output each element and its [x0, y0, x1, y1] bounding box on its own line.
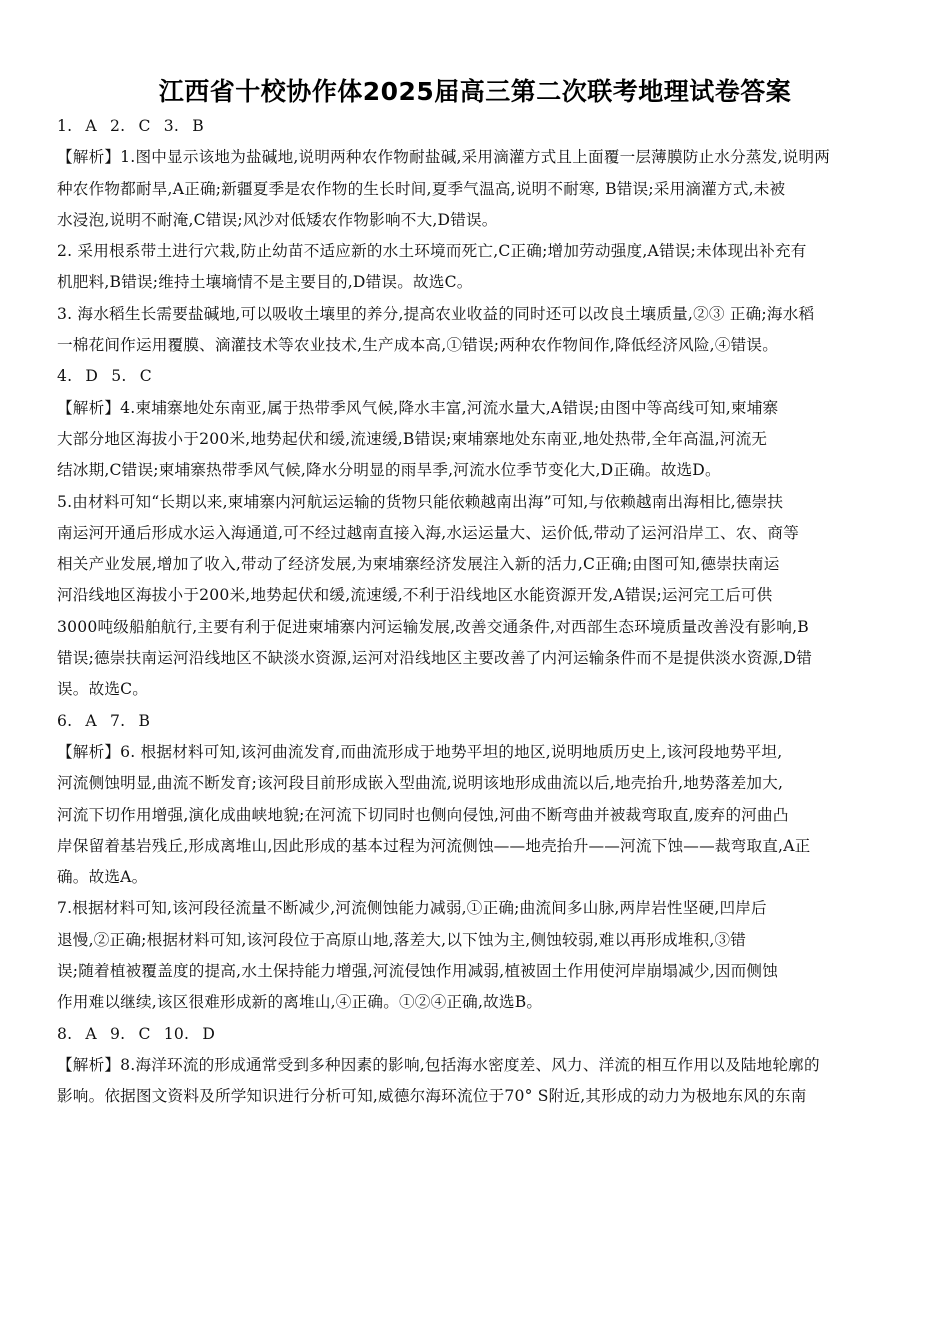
- text-line: 水浸泡,说明不耐淹,C错误;风沙对低矮农作物影响不大,D错误。: [57, 210, 498, 229]
- text-line: 2. 采用根系带土进行穴栽,防止幼苗不适应新的水土环境而死亡,C正确;增加劳动强度,A错误;未体现出补充有: [57, 242, 807, 261]
- text-line: 机肥料,B错误;维持土壤墒情不是主要目的,D错误。故选C。: [57, 273, 473, 292]
- text-line: 误。故选C。: [57, 680, 149, 699]
- text-line: 确。故选A。: [57, 868, 148, 887]
- text-line: 影响。依据图文资料及所学知识进行分析可知,威德尔海环流位于70° S附近,其形成的动力为极地东风的东南: [57, 1087, 807, 1106]
- text-line: 大部分地区海拔小于200米,地势起伏和缓,流速缓,B错误;柬埔寨地处东南亚,地处热带,全年高温,河流无: [57, 429, 768, 448]
- page-title: 江西省十校协作体2025届高三第二次联考地理试卷答案: [158, 77, 792, 106]
- text-line: 种农作物都耐旱,A正确;新疆夏季是农作物的生长时间,夏季气温高,说明不耐寒, B错误;采用滴灌方式,未被: [57, 179, 786, 198]
- text-line: 一棉花间作运用覆膜、滴灌技术等农业技术,生产成本高,①错误;两种农作物间作,降低经济风险,④错误。: [57, 336, 779, 355]
- text-line: 作用难以继续,该区很难形成新的离堆山,④正确。①②④正确,故选B。: [57, 993, 543, 1012]
- answer-key-line: 8. A 9. C 10. D: [57, 1024, 216, 1043]
- text-line: 7.根据材料可知,该河段径流量不断减少,河流侧蚀能力减弱,①正确;曲流间多山脉,两岸岩性坚硬,凹岸后: [57, 899, 767, 918]
- answer-key-line: 1. A 2. C 3. B: [57, 117, 204, 135]
- text-line: 【解析】8.海洋环流的形成通常受到多种因素的影响,包括海水密度差、风力、洋流的相互作用以及陆地轮廓的: [57, 1055, 820, 1074]
- text-line: 岸保留着基岩残丘,形成离堆山,因此形成的基本过程为河流侧蚀——地壳抬升——河流下蚀——裁弯取直,A正: [57, 836, 811, 855]
- text-line: 3. 海水稻生长需要盐碱地,可以吸收土壤里的养分,提高农业收益的同时还可以改良土壤质量,②③ 正确;海水稻: [57, 304, 815, 323]
- text-line: 退慢,②正确;根据材料可知,该河段位于高原山地,落差大,以下蚀为主,侧蚀较弱,难以再形成堆积,③错: [57, 930, 747, 949]
- answer-key-line: 4. D 5. C: [57, 367, 152, 386]
- text-line: 3000吨级船舶航行,主要有利于促进柬埔寨内河运输发展,改善交通条件,对西部生态环境质量改善没有影响,B: [57, 617, 809, 636]
- text-line: 【解析】1.图中显示该地为盐碱地,说明两种农作物耐盐碱,采用滴灌方式且上面覆一层薄膜防止水分蒸发,说明两: [57, 148, 831, 167]
- text-line: 5.由材料可知“长期以来,柬埔寨内河航运运输的货物只能依赖越南出海”可知,与依赖越南出海相比,德崇扶: [57, 492, 784, 511]
- text-line: 河沿线地区海拔小于200米,地势起伏和缓,流速缓,不利于沿线地区水能资源开发,A错误;运河完工后可供: [57, 586, 773, 605]
- text-line: 错误;德崇扶南运河沿线地区不缺淡水资源,运河对沿线地区主要改善了内河运输条件而不是提供淡水资源,D错: [57, 649, 812, 668]
- answer-body: [57, 111, 893, 1113]
- text-line: 【解析】4.柬埔寨地处东南亚,属于热带季风气候,降水丰富,河流水量大,A错误;由图中等高线可知,柬埔寨: [57, 398, 779, 417]
- text-line: 南运河开通后形成水运入海通道,可不经过越南直接入海,水运运量大、运价低,带动了运河沿岸工、农、商等: [57, 523, 799, 542]
- answer-key-line: 6. A 7. B: [57, 711, 151, 730]
- text-line: 相关产业发展,增加了收入,带动了经济发展,为柬埔寨经济发展注入新的活力,C正确;由图可知,德崇扶南运: [57, 555, 780, 574]
- text-line: 河流侧蚀明显,曲流不断发育;该河段目前形成嵌入型曲流,说明该地形成曲流以后,地壳抬升,地势落差加大,: [57, 774, 784, 793]
- text-line: 河流下切作用增强,演化成曲峡地貌;在河流下切同时也侧向侵蚀,河曲不断弯曲并被裁弯取直,废弃的河曲凸: [57, 805, 789, 824]
- text-line: 结冰期,C错误;柬埔寨热带季风气候,降水分明显的雨旱季,河流水位季节变化大,D正确。故选D。: [57, 461, 721, 480]
- text-line: 【解析】6. 根据材料可知,该河曲流发育,而曲流形成于地势平坦的地区,说明地质历史上,该河段地势平坦,: [57, 742, 783, 761]
- text-line: 误;随着植被覆盖度的提高,水土保持能力增强,河流侵蚀作用减弱,植被固土作用使河岸崩塌减少,因而侧蚀: [57, 962, 779, 981]
